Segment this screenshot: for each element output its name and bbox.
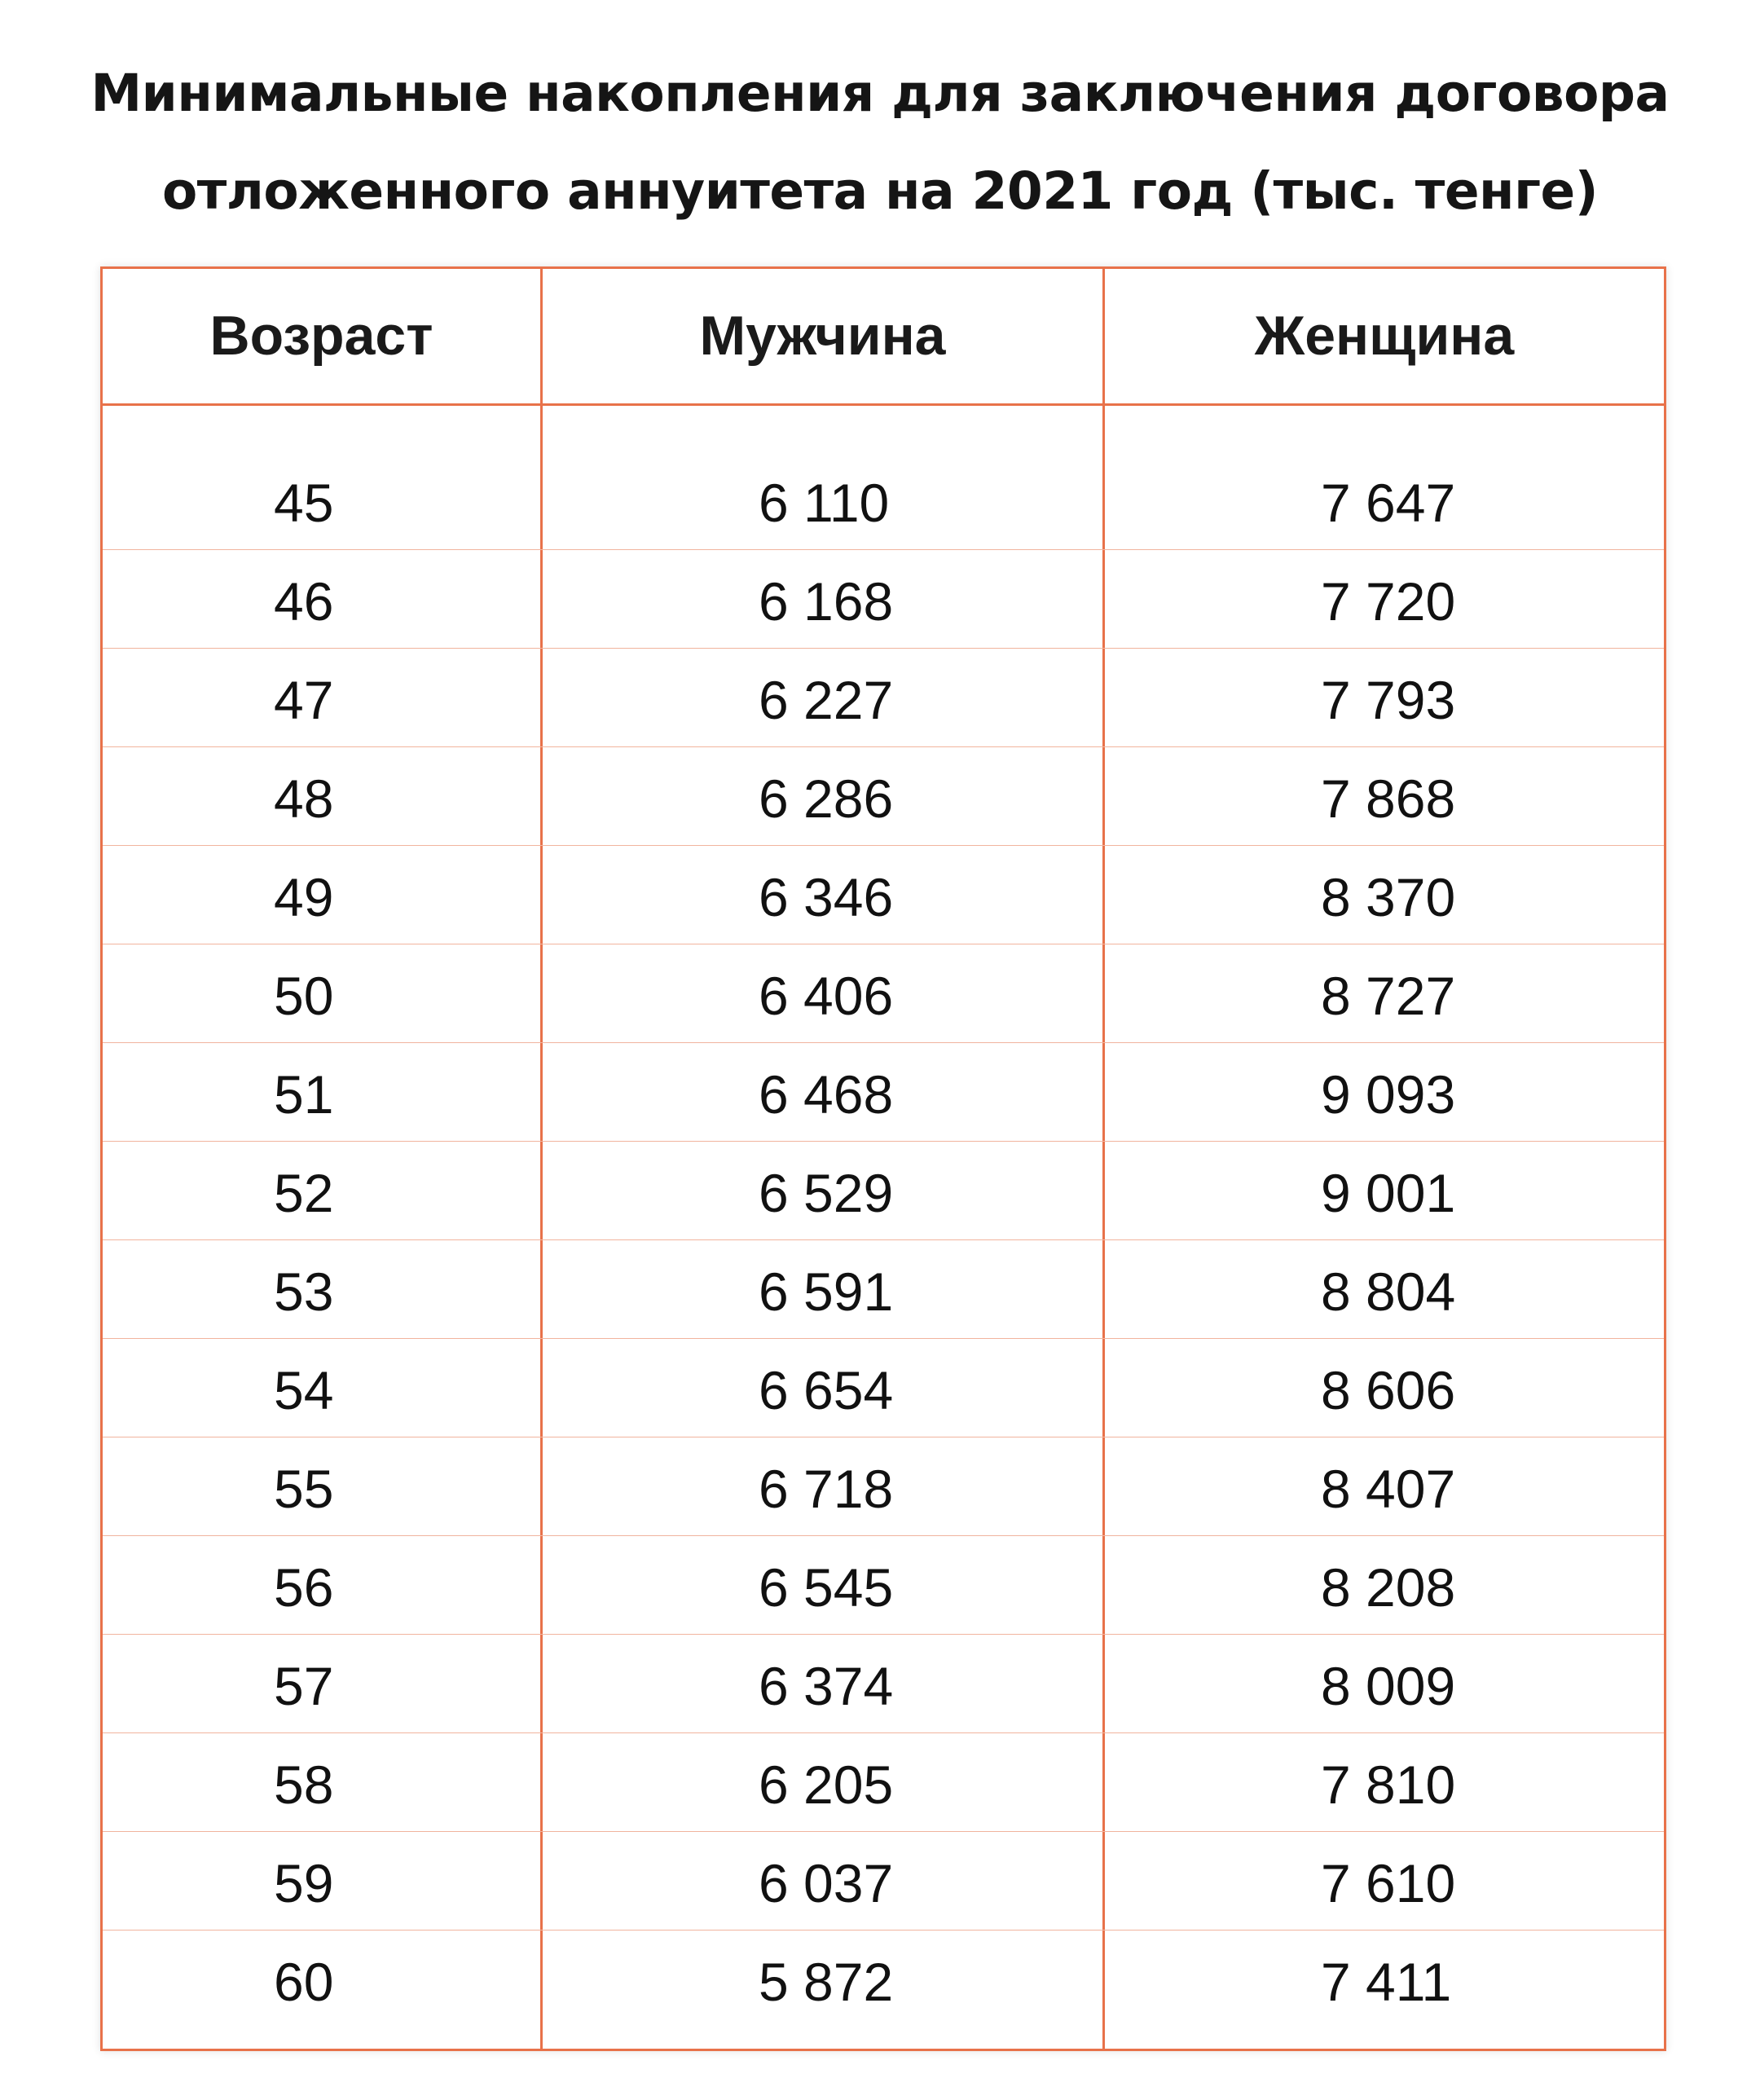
table-row (103, 746, 1664, 845)
age-cell: 49 (274, 867, 334, 927)
title-line-2: отложенного аннуитета на 2021 год (тыс. тенге) (161, 161, 1599, 221)
female-cell: 7 610 (1321, 1853, 1456, 1913)
table-row (103, 648, 1664, 746)
male-cell: 6 110 (759, 473, 890, 533)
table-body (103, 406, 1664, 2028)
age-cell: 50 (274, 966, 334, 1026)
female-cell: 7 720 (1321, 571, 1456, 632)
table-row (103, 1239, 1664, 1338)
male-cell: 6 205 (759, 1754, 894, 1815)
header-male: Мужчина (699, 305, 946, 367)
table-header (103, 269, 1664, 406)
age-cell: 47 (274, 670, 334, 730)
female-cell: 7 411 (1321, 1952, 1452, 2012)
female-cell: 8 009 (1321, 1656, 1456, 1716)
table-row (103, 1535, 1664, 1634)
female-cell: 7 868 (1321, 768, 1456, 829)
savings-table (100, 266, 1666, 2051)
male-cell: 6 468 (759, 1064, 894, 1125)
male-cell: 6 168 (759, 571, 894, 632)
table-row (103, 1042, 1664, 1141)
age-cell: 51 (274, 1064, 334, 1125)
male-cell: 6 286 (759, 768, 894, 829)
male-cell: 6 346 (759, 867, 894, 927)
age-cell: 58 (274, 1754, 334, 1815)
female-cell: 8 727 (1321, 966, 1456, 1026)
age-cell: 59 (274, 1853, 334, 1913)
age-cell: 57 (274, 1656, 334, 1716)
male-cell: 6 406 (759, 966, 894, 1026)
age-cell: 45 (274, 473, 334, 533)
female-cell: 8 606 (1321, 1360, 1456, 1420)
male-cell: 5 872 (759, 1952, 894, 2012)
age-cell: 46 (274, 571, 334, 632)
table-row (103, 845, 1664, 944)
female-cell: 8 370 (1321, 867, 1456, 927)
male-cell: 6 529 (759, 1163, 894, 1223)
table-row (103, 944, 1664, 1042)
female-cell: 9 001 (1321, 1163, 1456, 1223)
table-row (103, 406, 1664, 549)
header-female: Женщина (1254, 305, 1515, 367)
age-cell: 53 (274, 1261, 334, 1322)
table-row (103, 1141, 1664, 1239)
female-cell: 8 208 (1321, 1557, 1456, 1618)
female-cell: 7 793 (1321, 670, 1456, 730)
header-age: Возраст (209, 305, 433, 367)
table-row (103, 549, 1664, 648)
title-line-1: Минимальные накопления для заключения договора (90, 64, 1670, 123)
table-row (103, 1732, 1664, 1831)
age-cell: 55 (274, 1459, 334, 1519)
table-row (103, 1437, 1664, 1535)
male-cell: 6 591 (759, 1261, 894, 1322)
table-row (103, 1338, 1664, 1437)
age-cell: 48 (274, 768, 334, 829)
age-cell: 60 (274, 1952, 334, 2012)
male-cell: 6 718 (759, 1459, 894, 1519)
female-cell: 8 407 (1321, 1459, 1456, 1519)
male-cell: 6 037 (759, 1853, 894, 1913)
male-cell: 6 545 (759, 1557, 894, 1618)
age-cell: 52 (274, 1163, 334, 1223)
age-cell: 56 (274, 1557, 334, 1618)
table-row (103, 1634, 1664, 1732)
age-cell: 54 (274, 1360, 334, 1420)
female-cell: 7 647 (1321, 473, 1456, 533)
male-cell: 6 227 (759, 670, 894, 730)
page-title (0, 45, 1760, 240)
female-cell: 9 093 (1321, 1064, 1456, 1125)
male-cell: 6 374 (759, 1656, 894, 1716)
female-cell: 8 804 (1321, 1261, 1456, 1322)
male-cell: 6 654 (759, 1360, 894, 1420)
table-row (103, 1930, 1664, 2028)
table-row (103, 1831, 1664, 1930)
female-cell: 7 810 (1321, 1754, 1456, 1815)
